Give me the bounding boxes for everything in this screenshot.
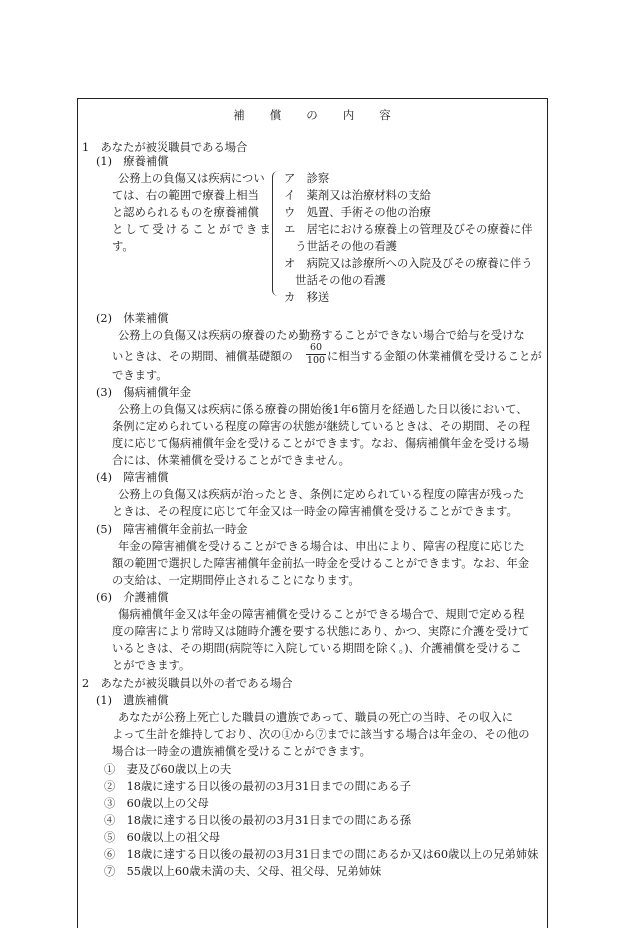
treatment-list-item: ア 診察 — [284, 172, 330, 185]
item-1-6-body-line: とができます。 — [112, 659, 191, 672]
title-char: の — [306, 108, 319, 122]
item-1-3-body-line: 度に応じて傷病補償年金を受けることができます。なお、傷病補償年金を受ける場 — [112, 437, 530, 450]
item-1-2-heading: (2) 休業補償 — [96, 312, 169, 325]
item-1-3-body-line: 条例に定められている程度の障害の状態が継続しているときは、その期間、その程 — [112, 420, 530, 433]
section-1-heading: 1 あなたが被災職員である場合 — [82, 141, 248, 154]
treatment-list-item: 世話その他の看護 — [284, 274, 386, 287]
item-2-1-body-line: よって生計を維持しており、次の①から⑦までに該当する場合は年金の、その他の — [112, 728, 530, 741]
survivor-list-item: ⑥ 18歳に達する日以後の最初の3月31日までの間にあるか又は60歳以上の兄弟姉妹 — [104, 848, 539, 861]
item-1-6-body-line: 傷病補償年金又は年金の障害補償を受けることができる場合で、規則で定める程 — [118, 608, 525, 621]
item-1-1-body-line: と認められるものを療養補償 — [112, 206, 259, 219]
fraction-denominator: 100 — [306, 355, 326, 366]
item-1-4-heading: (4) 障害補償 — [96, 471, 169, 484]
treatment-list-item: う世話その他の看護 — [284, 240, 397, 253]
survivor-list-item: ① 妻及び60歳以上の夫 — [104, 763, 232, 776]
item-1-1-body-line: す。 — [112, 240, 134, 253]
item-1-1-heading: (1) 療養補償 — [96, 155, 169, 168]
item-1-5-body-line: 年金の障害補償を受けることができる場合は、申出により、障害の程度に応じた — [118, 540, 525, 553]
item-1-2-body-line: に相当する金額の休業補償を受けることが — [327, 350, 542, 363]
survivor-list-item: ⑦ 55歳以上60歳未満の夫、父母、祖父母、兄弟姉妹 — [104, 865, 382, 878]
item-1-3-body-line: 合には、休業補償を受けることができません。 — [112, 454, 350, 467]
item-1-6-body-line: いるときは、その期間(病院等に入院している期間を除く。)、介護補償を受けるこ — [112, 642, 522, 655]
fraction-60-100 — [306, 343, 326, 366]
treatment-list-item: エ 居宅における療養上の管理及びその療養に伴 — [284, 223, 533, 236]
item-2-1-body-line: あなたが公務上死亡した職員の遺族であって、職員の死亡の当時、その収入に — [118, 711, 514, 724]
treatment-list-item: ウ 処置、手術その他の治療 — [284, 206, 431, 219]
fraction-numerator: 60 — [306, 343, 326, 355]
item-1-5-heading: (5) 障害補償年金前払一時金 — [96, 523, 248, 536]
survivor-list-item: ② 18歳に達する日以後の最初の3月31日までの間にある子 — [104, 780, 412, 793]
treatment-list-item: カ 移送 — [284, 291, 330, 304]
treatment-list-item: イ 薬剤又は治療材料の支給 — [284, 189, 431, 202]
title-char: 内 — [342, 108, 356, 122]
item-1-3-body-line: 公務上の負傷又は疾病に係る療養の開始後1年6箇月を経過した日以後において、 — [118, 403, 528, 416]
title-char: 償 — [269, 108, 283, 122]
survivor-list-item: ③ 60歳以上の父母 — [104, 797, 209, 810]
item-1-4-body-line: ときは、その程度に応じて年金又は一時金の障害補償を受けることができます。 — [112, 505, 518, 518]
treatment-list-item: オ 病院又は診療所への入院及びその療養に伴う — [284, 257, 533, 270]
item-1-2-body-line: 公務上の負傷又は疾病の療養のため勤務することができない場合で給与を受けな — [118, 329, 525, 342]
list-brace — [272, 171, 279, 296]
item-1-3-heading: (3) 傷病補償年金 — [96, 386, 192, 399]
title-char: 容 — [379, 108, 392, 122]
item-1-1-body-line: として受けることができま — [112, 223, 273, 236]
item-1-5-body-line: 額の範囲で選択した障害補償年金前払一時金を受けることができます。なお、年金 — [112, 557, 530, 570]
item-1-1-body-line: ては、右の範囲で療養上相当 — [112, 189, 259, 202]
item-1-2-body-line: できます。 — [112, 369, 168, 382]
item-1-5-body-line: の支給は、一定期間停止されることになります。 — [112, 574, 360, 587]
page-title — [77, 107, 548, 123]
item-1-4-body-line: 公務上の負傷又は疾病が治ったとき、条例に定められている程度の障害が残った — [118, 488, 525, 501]
item-1-6-heading: (6) 介護補償 — [96, 591, 169, 604]
section-2-heading: 2 あなたが被災職員以外の者である場合 — [82, 677, 293, 690]
survivor-list-item: ④ 18歳に達する日以後の最初の3月31日までの間にある孫 — [104, 814, 412, 827]
item-2-1-body-line: 場合は一時金の遺族補償を受けることができます。 — [112, 745, 371, 758]
item-2-1-heading: (1) 遺族補償 — [96, 694, 169, 707]
item-1-2-body-line: いときは、その期間、補償基礎額の — [112, 350, 293, 363]
survivor-list-item: ⑤ 60歳以上の祖父母 — [104, 831, 221, 844]
item-1-1-body-line: 公務上の負傷又は疾病につい — [118, 172, 265, 185]
item-1-6-body-line: 度の障害により常時又は随時介護を要する状態にあり、かつ、実際に介護を受けて — [112, 625, 530, 638]
title-char: 補 — [233, 108, 246, 122]
